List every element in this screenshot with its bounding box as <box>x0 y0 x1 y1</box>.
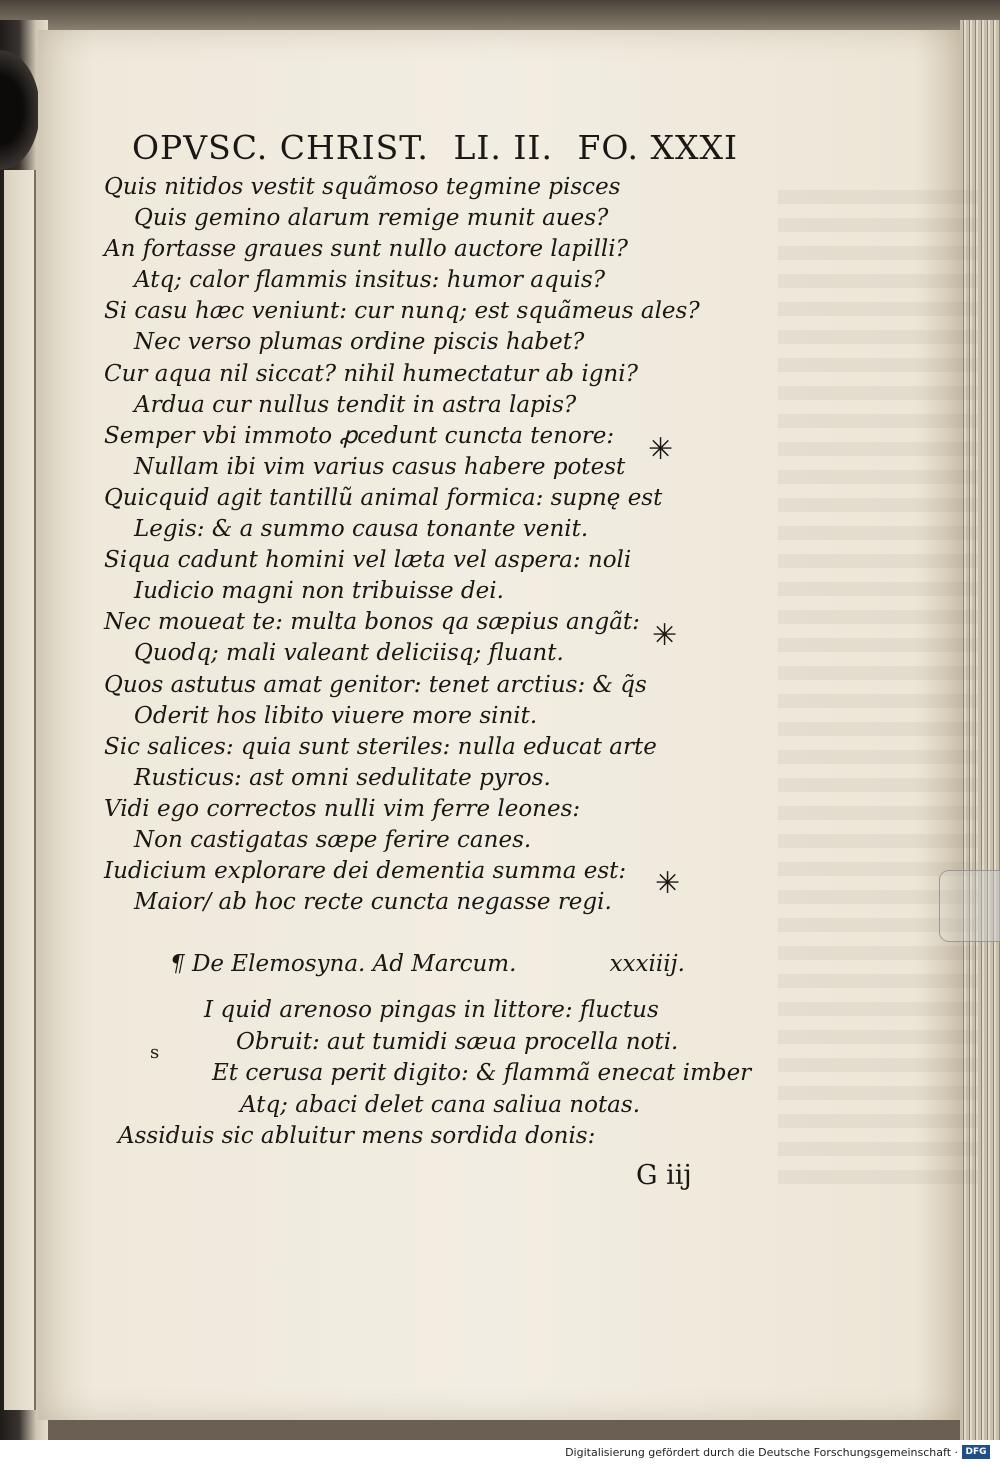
verse-line: Non castigatas sæpe ferire canes. <box>134 826 532 853</box>
running-head <box>132 128 738 167</box>
verse-line: Legis: & a summo causa tonante venit. <box>134 516 589 543</box>
dfg-logo: DFG <box>962 1445 990 1459</box>
verse-line: Nullam ibi vim varius casus habere potest <box>134 453 626 480</box>
marginal-letter: s <box>150 1042 160 1063</box>
signature-mark: G iij <box>636 1160 692 1191</box>
asterisk-mark: ✳ <box>652 618 678 653</box>
verse-line: Quis gemino alarum remige munit aues? <box>134 205 609 232</box>
poem-line: Assiduis sic abluitur mens sordida donis: <box>118 1123 596 1150</box>
asterisk-mark: ✳ <box>655 866 681 901</box>
verse-line: Cur aqua nil siccat? nihil humectatur ab igni? <box>104 360 638 387</box>
verse-block <box>104 172 744 918</box>
page-clip <box>939 870 1000 942</box>
verse-line: Nec verso plumas ordine piscis habet? <box>134 329 585 356</box>
verse-line: Oderit hos libito viuere more sinit. <box>134 702 538 729</box>
poem-line: Atq; abaci delet cana saliua notas. <box>240 1091 641 1118</box>
facing-page-sliver <box>4 170 36 1410</box>
verse-line: Nec moueat te: multa bonos qa sæpius angãt: <box>104 609 640 636</box>
section-heading <box>170 951 685 977</box>
verse-line: Iudicio magni non tribuisse dei. <box>134 578 504 605</box>
asterisk-mark: ✳ <box>648 432 674 467</box>
top-edge-shadow <box>0 0 1000 30</box>
verse-line: Quos astutus amat genitor: tenet arctius: & q̃s <box>104 671 647 698</box>
footer-credit: Digitalisierung gefördert durch die Deutsche Forschungsgemeinschaft · <box>565 1446 958 1459</box>
verse-line: An fortasse graues sunt nullo auctore lapilli? <box>104 236 628 263</box>
verse-line: Rusticus: ast omni sedulitate pyros. <box>134 764 551 791</box>
verse-line: Si casu hæc veniunt: cur nunq; est squãmeus ales? <box>104 298 700 325</box>
verse-line: Quodq; mali valeant deliciisq; fluant. <box>134 640 564 667</box>
running-head-book: LI. II. <box>453 128 553 167</box>
poem-line: Obruit: aut tumidi sæua procella noti. <box>236 1028 679 1055</box>
verse-line: Quicquid agit tantillũ animal formica: supnę est <box>104 484 663 511</box>
poem-block <box>118 995 758 1153</box>
verse-line: Sic salices: quia sunt steriles: nulla educat arte <box>104 733 657 760</box>
running-head-folio: FO. XXXI <box>577 128 738 167</box>
section-heading-number: xxxiiij. <box>609 951 685 977</box>
left-page-curl <box>0 50 40 170</box>
footer-bar <box>0 1440 1000 1467</box>
show-through-text <box>778 190 978 1190</box>
verse-line: Semper vbi immoto ꝓcedunt cuncta tenore: <box>104 422 615 449</box>
verse-line: Atq; calor flammis insitus: humor aquis? <box>134 267 606 294</box>
poem-line: Et cerusa perit digito: & flammã enecat imber <box>212 1060 752 1087</box>
verse-line: Siqua cadunt homini vel læta vel aspera: noli <box>104 547 632 574</box>
verse-line: Ardua cur nullus tendit in astra lapis? <box>134 391 577 418</box>
verse-line: Vidi ego correctos nulli vim ferre leones: <box>104 795 581 822</box>
verse-line: Iudicium explorare dei dementia summa est: <box>104 858 627 885</box>
verse-line: Maior/ ab hoc recte cuncta negasse regi. <box>134 889 612 916</box>
section-heading-title: ¶ De Elemosyna. Ad Marcum. <box>170 951 517 977</box>
running-head-title: OPVSC. CHRIST. <box>132 128 429 167</box>
verse-line: Quis nitidos vestit squãmoso tegmine pisces <box>104 174 621 200</box>
poem-line: I quid arenoso pingas in littore: fluctus <box>204 997 659 1023</box>
